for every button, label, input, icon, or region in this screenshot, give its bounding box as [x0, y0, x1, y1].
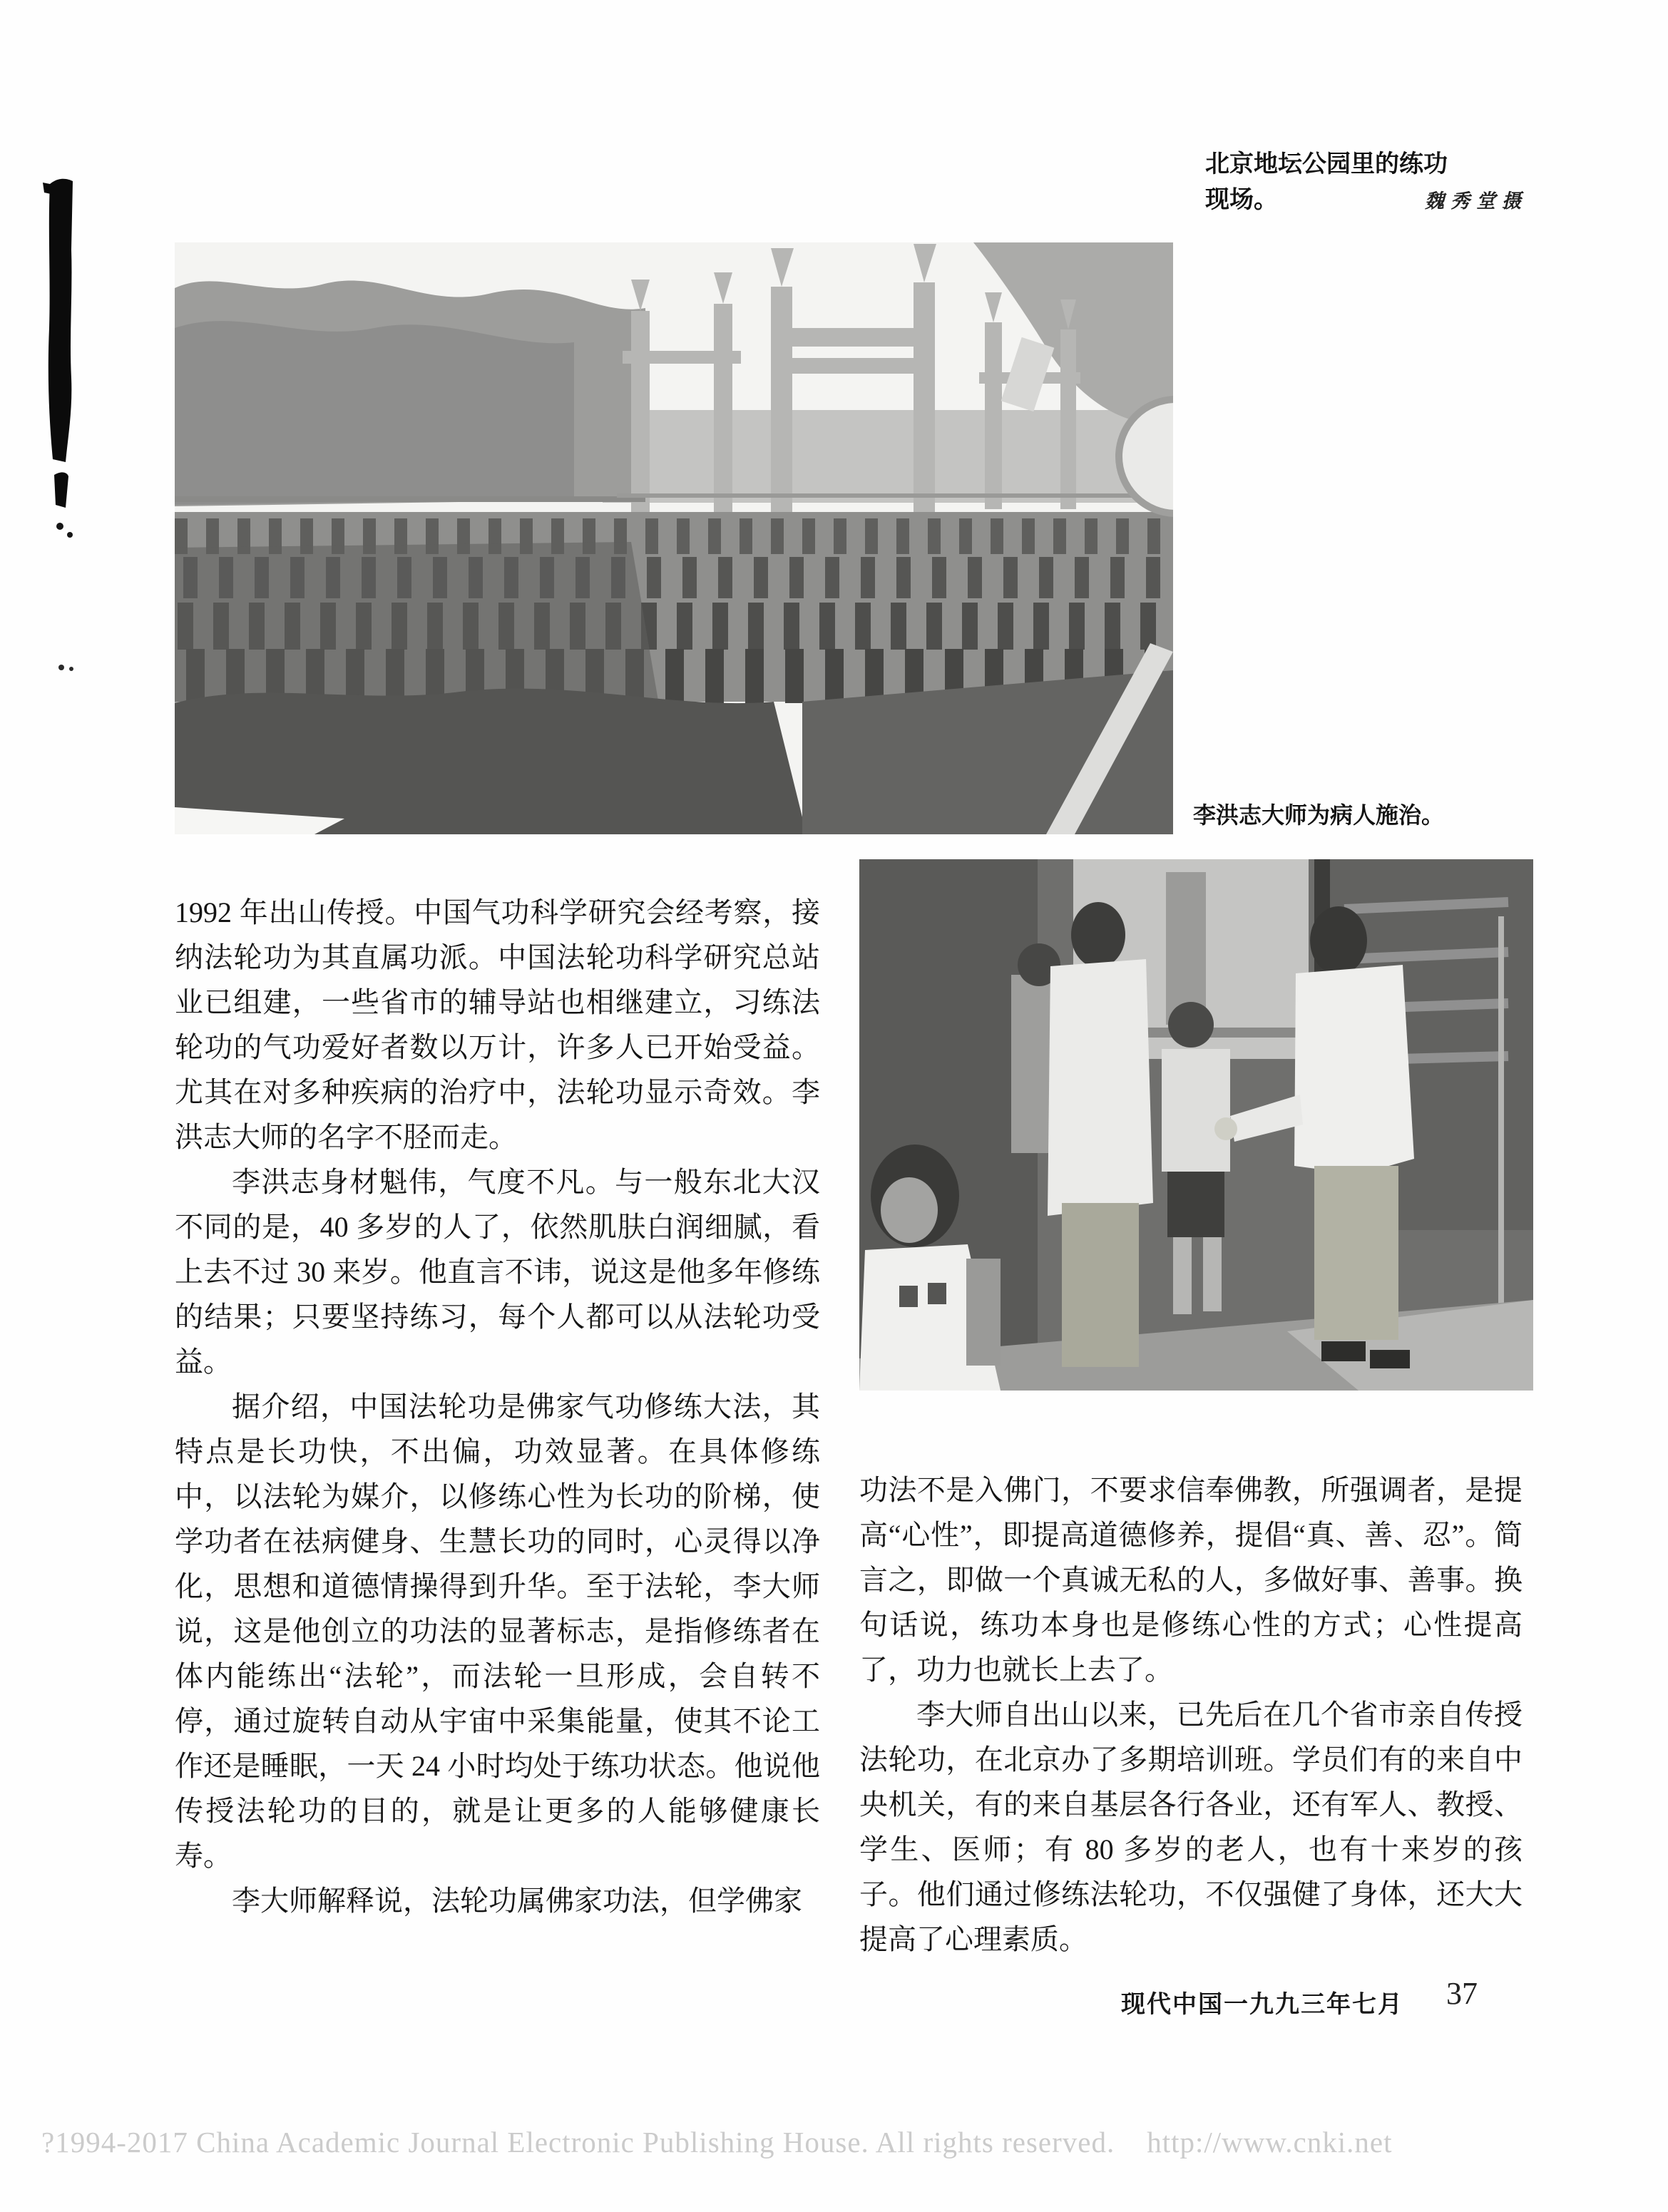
treatment-photo	[859, 859, 1533, 1391]
paragraph-4: 李大师解释说，法轮功属佛家功法，但学佛家	[232, 1885, 802, 1917]
master-hand	[1214, 1117, 1237, 1140]
hedge	[175, 689, 807, 834]
center-man-head	[1071, 902, 1125, 968]
photo1-caption-line2: 现场。	[1205, 186, 1278, 213]
photo1-caption-line1: 北京地坛公园里的练功	[1205, 150, 1448, 178]
photo2-caption: 李洪志大师为病人施治。	[1193, 802, 1445, 828]
master-head	[1310, 906, 1367, 975]
fence-rail-right	[617, 493, 1173, 498]
master-trousers	[1314, 1166, 1398, 1340]
master-shoe	[1321, 1341, 1366, 1361]
tree-shadow	[175, 321, 574, 505]
right-edge-highlight	[1498, 916, 1504, 1316]
journal-date-footer: 现代中国一九九三年七月	[1121, 1991, 1403, 2018]
center-man-shirt	[1048, 959, 1153, 1216]
center-man-trousers	[1062, 1203, 1139, 1367]
child-leg	[1173, 1237, 1192, 1314]
photographer-credit: 魏秀堂摄	[1425, 190, 1528, 212]
tank-print2	[928, 1283, 946, 1304]
distant-trees	[603, 410, 1173, 503]
boy-arm	[966, 1259, 1001, 1366]
paragraph-2: 李洪志身材魁伟，气度不凡。与一般东北大汉不同的是，40 多岁的人了，依然肌肤白润细腻，看上去不过 30 来岁。他直言不讳，说这是他多年修练的结果；只要坚持练习，每个人都可以从法轮功受益。	[175, 1166, 820, 1378]
left-text-column	[175, 890, 820, 1923]
paragraph-6: 李大师自出山以来，已先后在几个省市亲自传授法轮功，在北京办了多期培训班。学员们有的来自中央机关，有的来自基层各行各业，还有军人、教授、学生、医师；有 80 多岁的老人，也有十来岁的孩子。他们通过修练法轮功，不仅强健了身体，还大大提高了心理素质。	[859, 1699, 1523, 1955]
park-practice-photo-graphic	[175, 242, 1173, 834]
paragraph-5: 功法不是入佛门，不要求信奉佛教，所强调者，是提高“心性”，即提高道德修养，提倡“真、善、忍”。简言之，即做一个真诚无私的人，多做好事、善事。换句话说，练功本身也是修练心性的方式；心性提高了，功力也就长上去了。	[859, 1474, 1523, 1686]
park-practice-photo	[175, 242, 1173, 834]
cnki-watermark: ?1994-2017 China Academic Journal Electronic Publishing House. All rights reserved. http://www.cnki.net	[41, 2126, 1393, 2159]
child-leg2	[1203, 1237, 1222, 1311]
tank-print	[899, 1286, 918, 1307]
right-text-column	[859, 1468, 1523, 1962]
boy-face	[881, 1177, 938, 1243]
child-head	[1168, 1002, 1214, 1048]
child-shirt	[1162, 1049, 1230, 1172]
fence-rail	[175, 496, 645, 502]
child-shorts	[1167, 1172, 1224, 1237]
paragraph-3: 据介绍，中国法轮功是佛家气功修练大法，其特点是长功快，不出偏，功效显著。在具体修练中，以法轮为媒介，以修练心性为长功的阶梯，使学功者在祛病健身、生慧长功的同时，心灵得以净化，思想和道德情操得到升华。至于法轮，李大师说，这是他创立的功法的显著标志，是指修练者在体内能练出“法轮”，而法轮一旦形成，会自转不停，通过旋转自动从宇宙中采集能量，使其不论工作还是睡眠，一天 24 小时均处于练功状态。他说他传授法轮功的目的，就是让更多的人能够健康长寿。	[175, 1391, 820, 1872]
photo1-caption	[1205, 146, 1528, 219]
page-number: 37	[1446, 1976, 1478, 2011]
paragraph-1: 1992 年出山传授。中国气功科学研究会经考察，接纳法轮功为其直属功派。中国法轮功科学研究总站业已组建，一些省市的辅导站也相继建立，习练法轮功的气功爱好者数以万计，许多人已开始受益。尤其在对多种疾病的治疗中，法轮功显示奇效。李洪志大师的名字不胫而走。	[175, 896, 820, 1153]
door-post	[1166, 872, 1206, 1025]
treatment-photo-graphic	[859, 859, 1533, 1391]
master-shoe2	[1370, 1350, 1410, 1368]
scan-artifact-mark	[29, 164, 128, 720]
master-shirt	[1294, 965, 1414, 1174]
